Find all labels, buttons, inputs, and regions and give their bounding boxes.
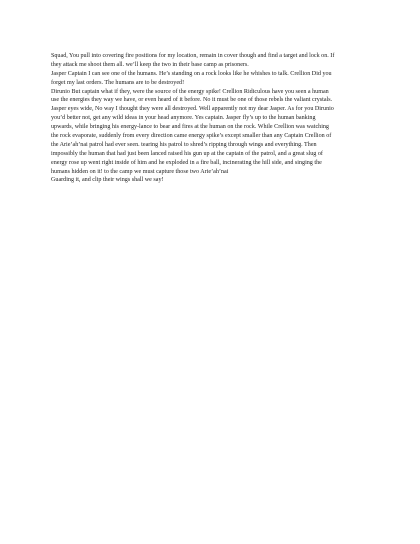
text-line: the rock evaporate, suddenly from every direction came energy spike’s except smaller than any Captain Crellion of [51, 133, 332, 140]
text-line: energy rose up went right inside of him and he exploded in a fire ball, incinerating the hill side, and singing the [51, 159, 322, 166]
text-line: you’d better not, get any wild ideas in your head anymore. Yes captain. Jasper fly’s up to the human banking [51, 115, 316, 122]
text-line: forget my last orders. The humans are to be destroyed! [51, 79, 185, 86]
text-line: Jasper Captain I can see one of the humans. He’s standing on a rock looks like he whishes to talk. Crellion Did you [51, 70, 332, 77]
text-line: they attack me shoot them all. we’ll keep the two in their base camp as prisoners. [51, 61, 249, 68]
text-line: Jasper eyes wide, No way I thought they were all destroyed. Well apparently not my dear Jasper. As for you Dirunio [51, 106, 334, 113]
story-text [51, 52, 381, 185]
text-line: impossibly the human that had just been lanced raised his gun up at the captain of the patrol, and a great slug of [51, 150, 323, 157]
text-line: Dirunio But captain what if they, were the source of the energy spike! Crellion Ridiculous have you seen a human [51, 88, 329, 95]
text-line: Squad, You pull into covering fire positions for my location, remain in cover though and find a target and lock on. If [51, 53, 335, 59]
text-line: upwards, while bringing his energy-lance to bear and fires at the human on the rock. While Crellion was watching [51, 124, 329, 131]
text-line: use the energies they way we have, or even heard of it before. No it must be one of those rebels the valiant crystals. [51, 97, 333, 104]
text-line: Guarding it, and clip their wings shall we say! [51, 177, 164, 184]
text-line: humans hidden on it! to the camp we must capture those two Arie’ah’nai [51, 168, 229, 175]
text-line: the Arie’ah’nai patrol had ever seen. tearing his patrol to shred’s ripping through wings and everything. Then [51, 141, 317, 148]
